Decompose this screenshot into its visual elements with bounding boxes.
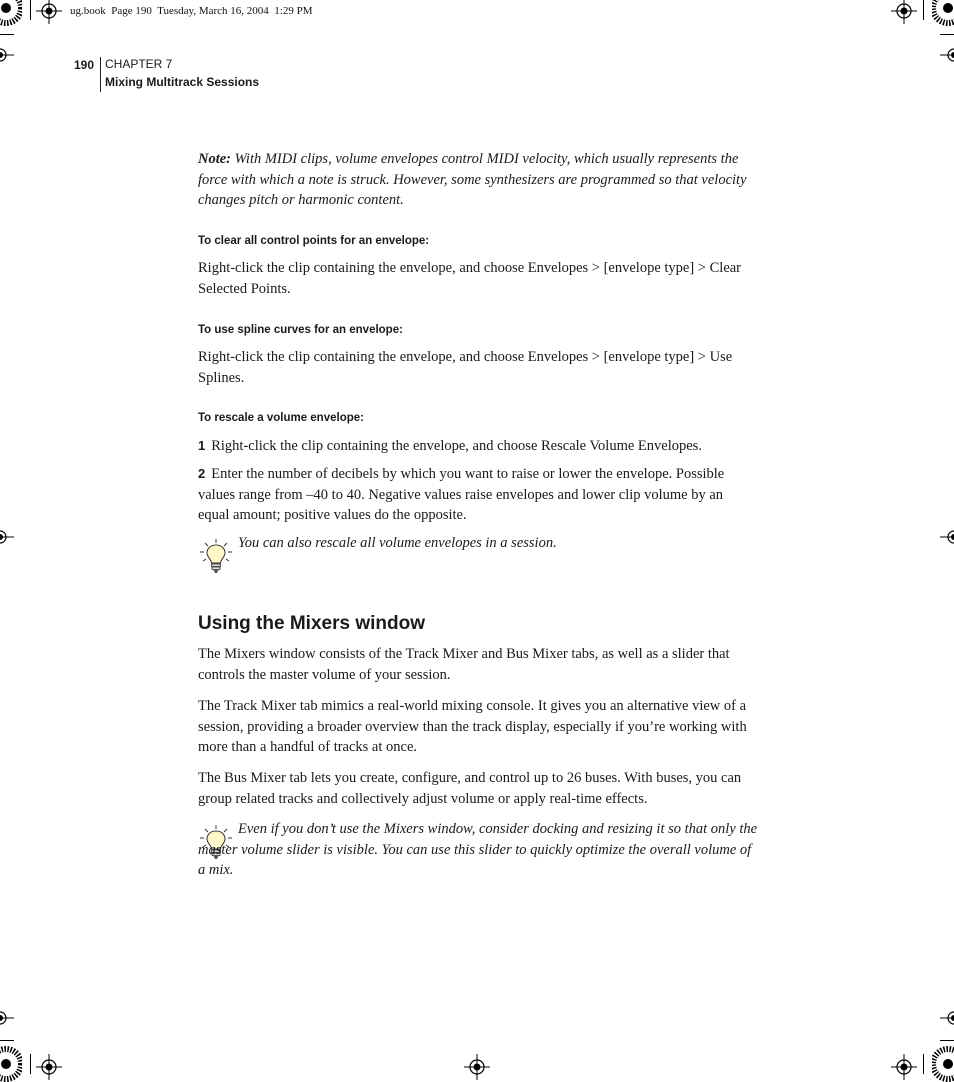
- tip-text: [198, 819, 758, 881]
- crop-mark: [0, 1040, 14, 1041]
- page-number: 190: [74, 58, 95, 72]
- lightbulb-icon: [199, 538, 233, 574]
- slug-line: ug.book Page 190 Tuesday, March 16, 2004 1:29 PM: [70, 5, 313, 17]
- procedure-step: [198, 464, 758, 526]
- star-target-icon: [0, 0, 22, 26]
- crop-mark: [30, 0, 31, 20]
- registration-mark-icon: [0, 1006, 14, 1030]
- note-text: With MIDI clips, volume envelopes control MIDI velocity, which usually represents the force with which a note is struck. However, some synthesizers are programmed so that velocity changes pitch or harmonic content.: [198, 151, 747, 209]
- procedure-heading: To use spline curves for an envelope:: [198, 324, 403, 336]
- section-paragraph: The Bus Mixer tab lets you create, configure, and control up to 26 buses. With buses, you can group related tracks and collectively adjust volume or apply real-time effects.: [198, 770, 742, 807]
- procedure-heading: To rescale a volume envelope:: [198, 412, 364, 424]
- star-target-icon: [932, 1046, 954, 1082]
- crop-mark: [940, 1040, 954, 1041]
- chapter-title: Mixing Multitrack Sessions: [105, 75, 260, 89]
- registration-mark-icon: [940, 1006, 954, 1030]
- step-number: 1: [198, 438, 206, 453]
- section-heading: Using the Mixers window: [198, 613, 425, 634]
- chapter-label: CHAPTER 7: [105, 57, 173, 71]
- registration-mark-icon: [36, 1054, 62, 1080]
- crop-mark: [923, 0, 924, 20]
- step-text: Right-click the clip containing the envelope, and choose Rescale Volume Envelopes.: [211, 438, 702, 454]
- step-text: Enter the number of decibels by which you want to raise or lower the envelope. Possible values range from –40 to 40. Negative values raise envelopes and lower clip volume by an equal amount; positive values do the opposite.: [198, 466, 725, 524]
- registration-mark-icon: [464, 1054, 490, 1080]
- crop-mark: [0, 34, 14, 35]
- procedure-step: [198, 436, 758, 457]
- star-target-icon: [932, 0, 954, 26]
- registration-mark-icon: [0, 43, 14, 67]
- registration-mark-icon: [36, 0, 62, 24]
- section-paragraph: The Mixers window consists of the Track Mixer and Bus Mixer tabs, as well as a slider that controls the master volume of your session.: [198, 646, 730, 683]
- tip-text-content: Even if you don’t use the Mixers window, consider docking and resizing it so that only the master volume slider is visible. You can use this slider to quickly optimize the overall volume of a mix.: [198, 821, 758, 879]
- crop-mark: [923, 1054, 924, 1074]
- registration-mark-icon: [891, 1054, 917, 1080]
- procedure-heading: To clear all control points for an envelope:: [198, 235, 430, 247]
- crop-mark: [940, 34, 954, 35]
- procedure-body: Right-click the clip containing the envelope, and choose Envelopes > [envelope type] > Use Splines.: [198, 349, 733, 386]
- registration-mark-icon: [0, 525, 14, 549]
- registration-mark-icon: [940, 43, 954, 67]
- procedure-body: Right-click the clip containing the envelope, and choose Envelopes > [envelope type] > Clear Selected Points.: [198, 260, 742, 297]
- crop-mark: [30, 1054, 31, 1074]
- star-target-icon: [0, 1046, 22, 1082]
- note-paragraph: [198, 149, 758, 211]
- section-paragraph: The Track Mixer tab mimics a real-world mixing console. It gives you an alternative view of a session, providing a broader overview than the track display, especially if you’re working with more than a handful of tracks at once.: [198, 698, 747, 756]
- tip-text: You can also rescale all volume envelopes in a session.: [238, 535, 557, 551]
- header-divider: [100, 57, 101, 92]
- note-label: Note:: [198, 151, 232, 167]
- registration-mark-icon: [891, 0, 917, 24]
- step-number: 2: [198, 466, 206, 481]
- registration-mark-icon: [940, 525, 954, 549]
